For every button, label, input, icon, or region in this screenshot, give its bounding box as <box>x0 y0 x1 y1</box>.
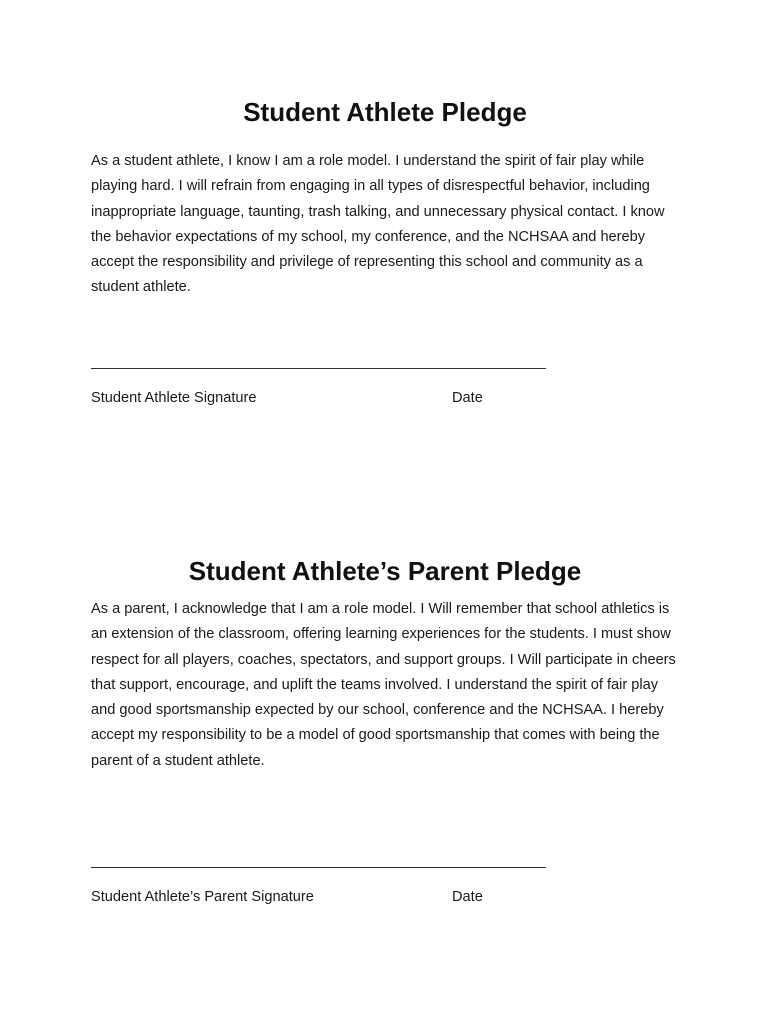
student-signature-label: Student Athlete Signature <box>91 390 257 406</box>
student-pledge-title: Student Athlete Pledge <box>243 97 527 127</box>
parent-pledge-title: Student Athlete’s Parent Pledge <box>188 556 582 586</box>
parent-signature-label: Student Athlete’s Parent Signature <box>91 889 314 905</box>
student-date-label: Date <box>452 390 483 406</box>
parent-pledge-body: As a parent, I acknowledge that I am a role model. I Will remember that school athletics is an extension of the classroom, offering learning experiences for the students. I must show respect for all players, coaches, spectators, and support groups. I Will participate in cheers that support, encourage, and uplift the teams involved. I understand the spirit of fair play and good sportsmanship expected by our school, conference and the NCHSAA. I hereby accept my responsibility to be a model of good sportsmanship that comes with being the parent of a student athlete. <box>91 601 676 769</box>
parent-signature-line <box>91 867 546 868</box>
student-signature-line <box>91 368 546 369</box>
student-pledge-body: As a student athlete, I know I am a role model. I understand the spirit of fair play while playing hard. I will refrain from engaging in all types of disrespectful behavior, including inappropriate language, taunting, trash talking, and unnecessary physical contact. I know the behavior expectations of my school, my conference, and the NCHSAA and hereby accept the responsibility and privilege of representing this school and community as a student athlete. <box>91 153 665 296</box>
parent-date-label: Date <box>452 889 483 905</box>
